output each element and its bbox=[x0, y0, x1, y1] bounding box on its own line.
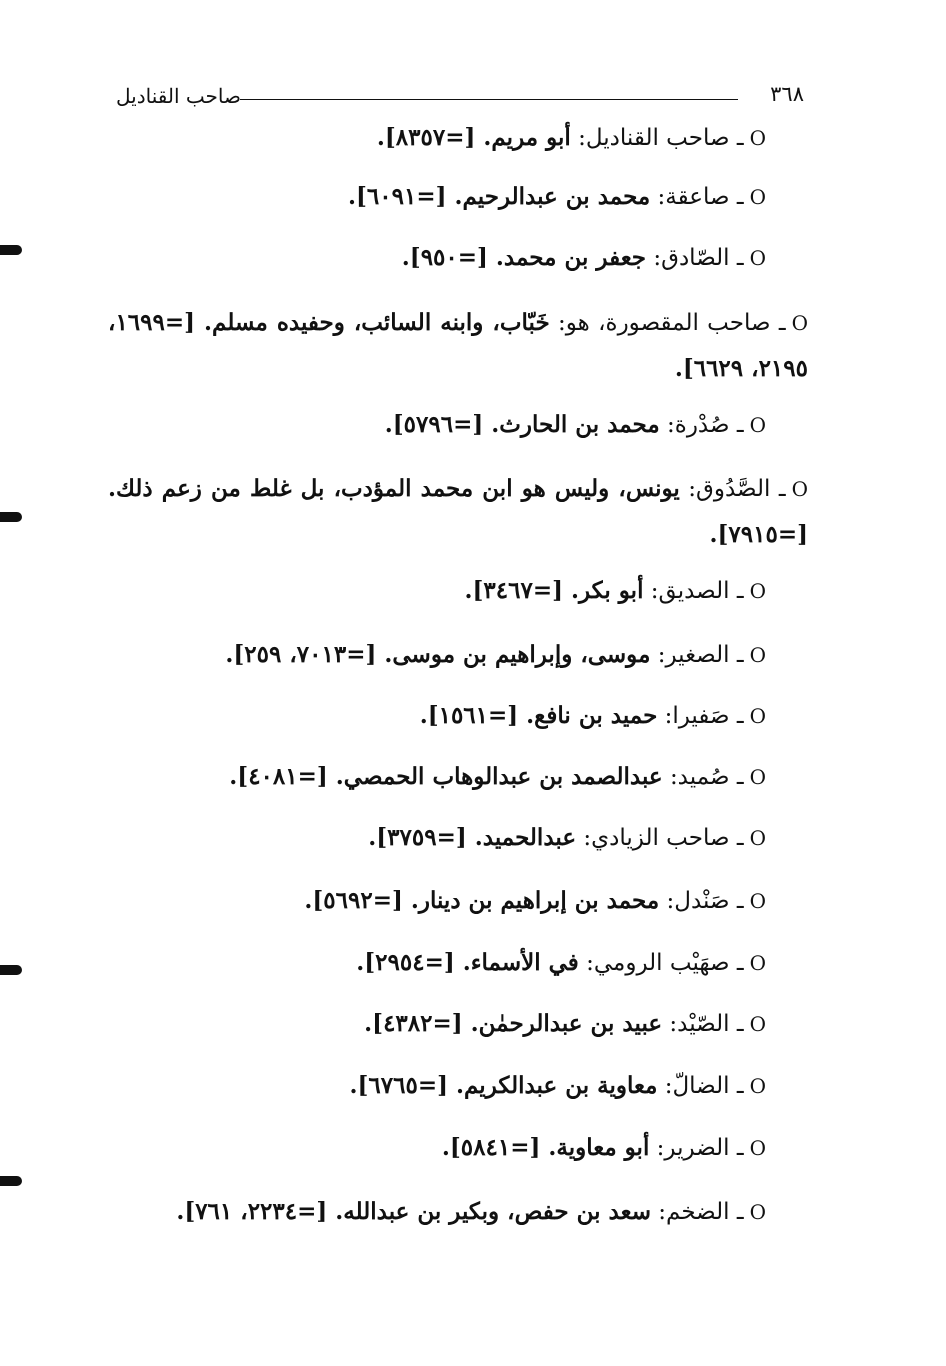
entry-term: صَفيرا: bbox=[664, 703, 730, 729]
entry-reference: عبدالصمد بن عبدالوهاب الحمصي. [=٤٠٨١]. bbox=[229, 763, 663, 790]
bullet-icon: O bbox=[791, 311, 809, 335]
entry-item bbox=[225, 635, 766, 675]
entry-term: الضالّ: bbox=[664, 1073, 730, 1099]
bullet-icon: O bbox=[749, 413, 766, 437]
entry-reference: جعفر بن محمد. [=٩٥٠]. bbox=[401, 244, 647, 271]
entry-reference: يونس، وليس هو ابن محمد المؤدب، بل غلط من زعم ذلك. [=٧٩١٥]. bbox=[108, 475, 808, 548]
binding-edge-mark bbox=[0, 965, 22, 975]
entry-item bbox=[348, 177, 766, 217]
binding-edge-mark bbox=[0, 512, 22, 522]
entry-dash: ـ bbox=[736, 184, 744, 210]
bullet-icon: O bbox=[749, 951, 766, 975]
entry-item bbox=[385, 405, 766, 445]
entry-item bbox=[108, 466, 808, 558]
bullet-icon: O bbox=[749, 1200, 766, 1224]
bullet-icon: O bbox=[749, 246, 766, 270]
entry-term: صاعقة: bbox=[657, 184, 730, 210]
entry-term: الصديق: bbox=[650, 578, 730, 604]
entry-item bbox=[108, 300, 808, 392]
entry-term: الصّيْد: bbox=[669, 1011, 730, 1037]
entry-item bbox=[377, 118, 766, 158]
bullet-icon: O bbox=[749, 1074, 766, 1098]
entry-dash: ـ bbox=[736, 1199, 744, 1225]
entry-term: صُميد: bbox=[669, 764, 730, 790]
binding-edge-mark bbox=[0, 245, 22, 255]
bullet-icon: O bbox=[749, 1136, 766, 1160]
entry-item bbox=[304, 881, 766, 921]
entry-dash: ـ bbox=[778, 476, 786, 502]
running-title: صاحب القناديل bbox=[116, 84, 241, 108]
entry-dash: ـ bbox=[736, 642, 744, 668]
entry-dash: ـ bbox=[736, 950, 744, 976]
entry-term: الصغير: bbox=[657, 642, 730, 668]
bullet-icon: O bbox=[749, 765, 766, 789]
entry-item bbox=[350, 1066, 767, 1106]
entry-dash: ـ bbox=[736, 825, 744, 851]
entry-reference: في الأسماء. [=٢٩٥٤]. bbox=[356, 949, 579, 976]
entry-term: صاحب المقصورة، هو: bbox=[558, 310, 771, 336]
entry-item bbox=[356, 943, 766, 983]
entry-reference: حميد بن نافع. [=١٥٦١]. bbox=[419, 702, 658, 729]
bullet-icon: O bbox=[749, 704, 766, 728]
entry-reference: أبو بكر. [=٣٤٦٧]. bbox=[464, 577, 644, 604]
entry-dash: ـ bbox=[736, 578, 744, 604]
entry-dash: ـ bbox=[736, 245, 744, 271]
entry-reference: موسى، وإبراهيم بن موسى. [=٧٠١٣، ٢٥٩]. bbox=[225, 641, 651, 668]
entry-dash: ـ bbox=[736, 888, 744, 914]
bullet-icon: O bbox=[749, 826, 766, 850]
entry-dash: ـ bbox=[736, 125, 744, 151]
bullet-icon: O bbox=[749, 185, 766, 209]
entry-term: صُدْرة: bbox=[667, 412, 730, 438]
binding-edge-mark bbox=[0, 1176, 22, 1186]
entry-term: صاحب الزيادي: bbox=[583, 825, 730, 851]
entry-item bbox=[229, 757, 766, 797]
bullet-icon: O bbox=[749, 126, 766, 150]
entry-reference: سعد بن حفص، وبكير بن عبدالله. [=٢٢٣٤، ٧٦١]. bbox=[176, 1198, 651, 1225]
page-number: ٣٦٨ bbox=[770, 82, 804, 106]
entry-item bbox=[465, 571, 767, 611]
entry-term: صهَيْب الرومي: bbox=[586, 950, 730, 976]
entry-item bbox=[364, 1004, 766, 1044]
entry-item bbox=[402, 238, 766, 278]
entry-item bbox=[442, 1128, 766, 1168]
entry-term: صاحب القناديل: bbox=[578, 125, 730, 151]
entry-reference: محمد بن عبدالرحيم. [=٦٠٩١]. bbox=[348, 183, 651, 210]
entry-dash: ـ bbox=[736, 1011, 744, 1037]
entry-dash: ـ bbox=[736, 412, 744, 438]
entry-item bbox=[368, 818, 766, 858]
entry-dash: ـ bbox=[778, 310, 786, 336]
entry-reference: محمد بن الحارث. [=٥٧٩٦]. bbox=[384, 411, 660, 438]
entry-reference: عبيد بن عبدالرحمٰن. [=٤٣٨٢]. bbox=[364, 1010, 663, 1037]
entry-reference: أبو معاوية. [=٥٨٤١]. bbox=[441, 1134, 650, 1161]
bullet-icon: O bbox=[749, 579, 766, 603]
entry-reference: خَبّاب، وابنه السائب، وحفيده مسلم. [=١٦٩٩، ٢١٩٥، ٦٦٢٩]. bbox=[108, 309, 808, 382]
bullet-icon: O bbox=[791, 477, 809, 501]
entry-dash: ـ bbox=[736, 764, 744, 790]
bullet-icon: O bbox=[749, 889, 766, 913]
entry-item bbox=[420, 696, 766, 736]
entry-term: الضرير: bbox=[656, 1135, 730, 1161]
entry-term: الضخم: bbox=[658, 1199, 730, 1225]
entry-reference: محمد بن إبراهيم بن دينار. [=٥٦٩٢]. bbox=[304, 887, 660, 914]
entry-term: الصّادق: bbox=[653, 245, 730, 271]
bullet-icon: O bbox=[749, 643, 766, 667]
entry-term: الصَّدُوق: bbox=[688, 476, 771, 502]
entry-item bbox=[176, 1192, 766, 1232]
bullet-icon: O bbox=[749, 1012, 766, 1036]
entry-reference: معاوية بن عبدالكريم. [=٦٧٦٥]. bbox=[349, 1072, 658, 1099]
entry-dash: ـ bbox=[736, 1135, 744, 1161]
entry-reference: أبو مريم. [=٨٣٥٧]. bbox=[376, 124, 571, 151]
entry-term: صَنْدل: bbox=[666, 888, 730, 914]
entry-reference: عبدالحميد. [=٣٧٥٩]. bbox=[368, 824, 577, 851]
entry-dash: ـ bbox=[736, 1073, 744, 1099]
entry-dash: ـ bbox=[736, 703, 744, 729]
